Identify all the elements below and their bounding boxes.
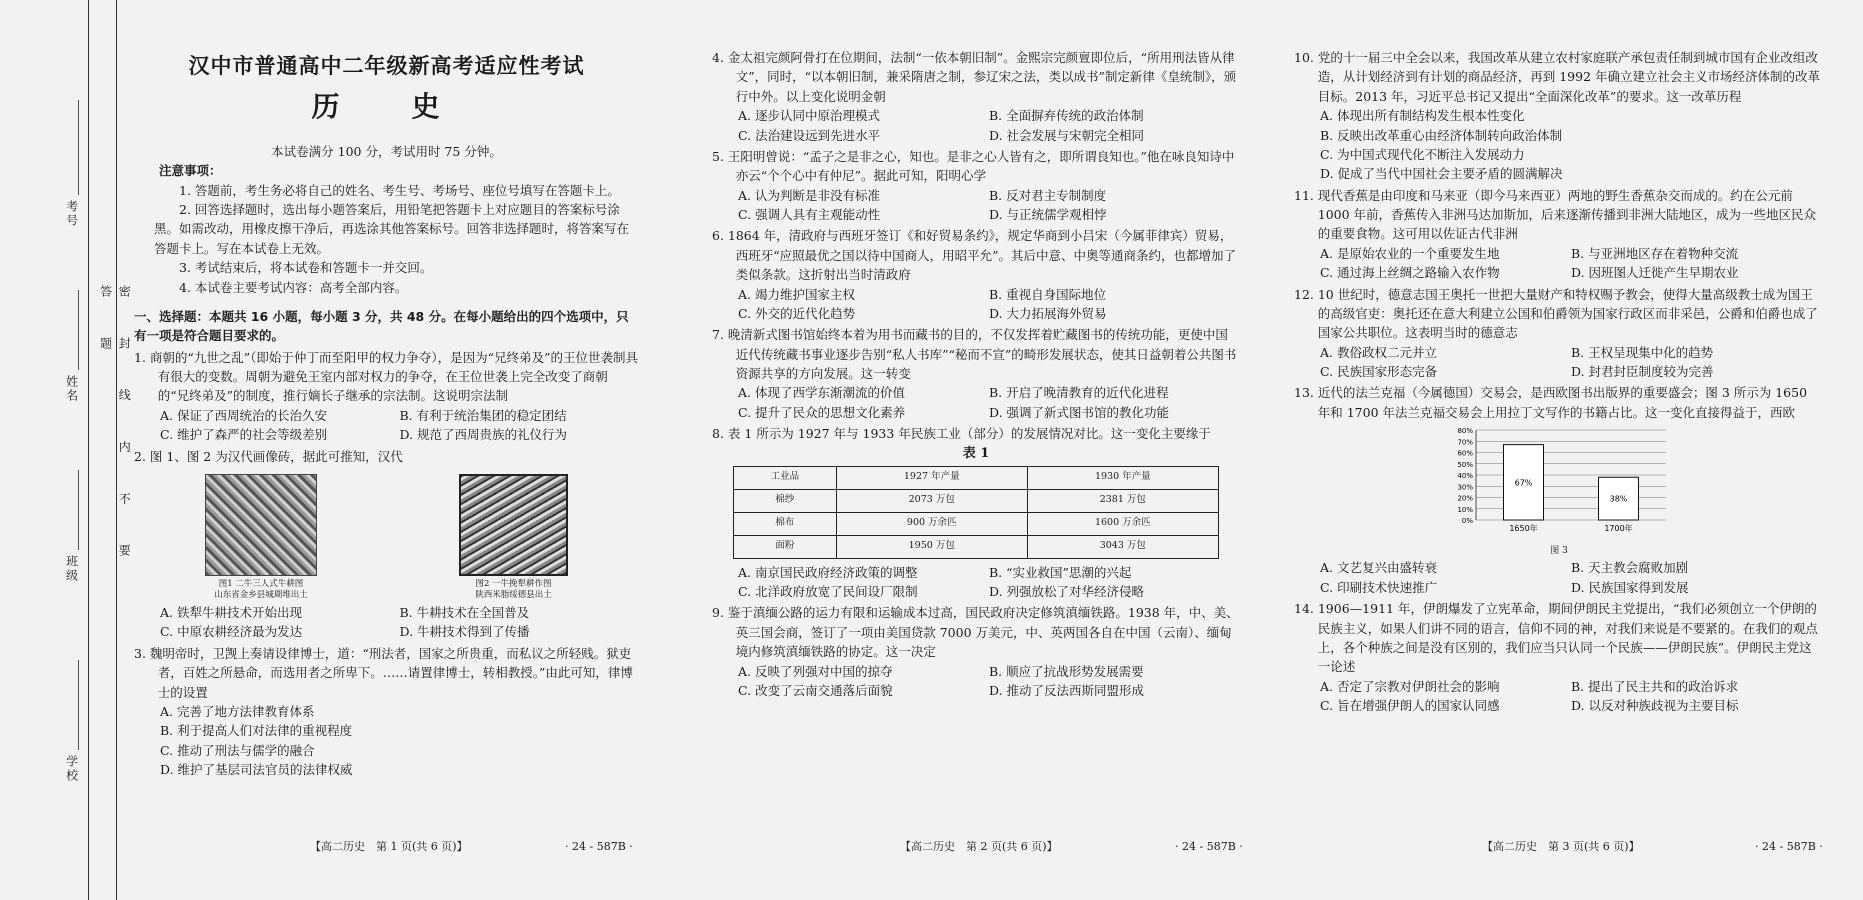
single-ox-plough-image xyxy=(459,474,568,576)
option: A. 教俗政权二元并立 xyxy=(1320,344,1437,360)
option: A. 体现了西学东渐潮流的价值 xyxy=(738,385,905,401)
option: D. 以反对种族歧视为主要目标 xyxy=(1571,698,1739,714)
option: B. 与亚洲地区存在着物种交流 xyxy=(1571,245,1739,261)
option: C. 印刷技术快速推广 xyxy=(1320,579,1438,595)
option: B. 王权呈现集中化的趋势 xyxy=(1571,344,1714,360)
option: C. 维护了森严的社会等级差别 xyxy=(160,427,328,443)
footer-page-3: 【高二历史 第 3 页(共 6 页)】 xyxy=(1482,840,1640,853)
option: A. 逐步认同中原治理模式 xyxy=(738,108,880,124)
table-cell: 900 万余匹 xyxy=(836,512,1027,535)
school-label: 学校 xyxy=(64,755,79,783)
option: D. 封君封臣制度较为完善 xyxy=(1571,364,1714,379)
y-tick-label: 60% xyxy=(1457,449,1473,458)
footer-page-2: 【高二历史 第 2 页(共 6 页)】 xyxy=(900,840,1058,853)
option: D. 维护了基层司法官员的法律权威 xyxy=(160,762,353,778)
seal-warning: 密 封 线 内 不 要 答 题 xyxy=(98,285,132,575)
data-label: 67% xyxy=(1514,478,1533,488)
page-1 xyxy=(134,42,639,779)
option: D. 推动了反法西斯同盟形成 xyxy=(989,682,1145,698)
class-label: 班级 xyxy=(64,555,79,583)
table-row xyxy=(734,535,1219,558)
option: A. 是原始农业的一个重要发生地 xyxy=(1320,245,1500,261)
figure-caption: 图2 一牛挽犁耕作图 xyxy=(475,578,552,589)
name-blank xyxy=(78,290,79,370)
option: C. 改变了云南交通落后面貌 xyxy=(738,682,893,698)
option: B. 天主教会腐败加剧 xyxy=(1571,560,1689,576)
option: C. 强调人具有主观能动性 xyxy=(738,207,881,222)
option: B. 全面摒弃传统的政治体制 xyxy=(989,108,1144,124)
table-cell: 2381 万包 xyxy=(1027,489,1218,512)
production-table xyxy=(733,466,1219,559)
bar-chart xyxy=(1444,424,1674,539)
ox-plough-relief-image xyxy=(205,474,317,576)
y-tick-label: 70% xyxy=(1457,438,1473,447)
table-header-row xyxy=(734,466,1219,489)
question-5: 5. 王阳明曾说：“孟子之是非之心，知也。是非之心人皆有之，即所谓良知也。”他在咏良知诗中亦云“个个心中有仲尼”。据此可知，阳明心学 xyxy=(712,148,1235,184)
option: B. “实业救国”思潮的兴起 xyxy=(989,564,1132,580)
table-header: 1927 年产量 xyxy=(836,466,1027,489)
option: D. 促成了当代中国社会主要矛盾的圆满解决 xyxy=(1320,166,1563,182)
option: A. 否定了宗教对伊朗社会的影响 xyxy=(1320,678,1500,694)
option: C. 推动了刑法与儒学的融合 xyxy=(160,742,315,758)
option: D. 因班图人迁徙产生早期农业 xyxy=(1571,265,1739,281)
table-cell: 2073 万包 xyxy=(836,489,1027,512)
page-3 xyxy=(1294,46,1822,715)
option: D. 规范了西周贵族的礼仪行为 xyxy=(399,427,568,443)
table-cell: 棉布 xyxy=(734,512,837,535)
option: B. 反对君主专制制度 xyxy=(989,187,1107,203)
table-header: 1930 年产量 xyxy=(1027,466,1218,489)
option: B. 反映出改革重心由经济体制转向政治体制 xyxy=(1320,127,1563,143)
option: A. 保证了西周统治的长治久安 xyxy=(160,407,327,423)
exam-no-blank xyxy=(78,100,79,195)
option: B. 开启了晚清教育的近代化进程 xyxy=(989,385,1169,401)
option: C. 中原农耕经济最为发达 xyxy=(160,624,303,640)
figure-source: 山东省金乡县城瑚堆出土 xyxy=(214,589,308,600)
option: C. 提升了民众的思想文化素养 xyxy=(738,404,906,420)
option: B. 有利于统治集团的稳定团结 xyxy=(399,407,567,423)
option: D. 牛耕技术得到了传播 xyxy=(399,624,530,640)
question-10: 10. 党的十一届三中全会以来，我国改革从建立农村家庭联产承包责任制到城市国有企业改组改造，从计划经济到有计划的商品经济，再到 1992 年确立建立社会主义市场经济体制的改革目标。2013 年，习近平总书记又提出“全面深化改革”的要求。这一改革历程 xyxy=(1294,50,1821,104)
table-cell: 棉纱 xyxy=(734,489,837,512)
option: D. 民族国家得到发展 xyxy=(1571,579,1689,595)
x-tick-label: 1650年 xyxy=(1509,524,1538,534)
figure-2 xyxy=(459,474,568,601)
table-cell: 1950 万包 xyxy=(836,535,1027,558)
option: A. 体现出所有制结构发生根本性变化 xyxy=(1320,108,1525,124)
option: C. 通过海上丝绸之路输入农作物 xyxy=(1320,265,1500,281)
page-2 xyxy=(712,46,1240,700)
y-tick-label: 0% xyxy=(1461,517,1473,526)
school-blank xyxy=(78,660,79,750)
y-tick-label: 30% xyxy=(1457,483,1473,492)
option: C. 民族国家形态完备 xyxy=(1320,364,1438,379)
option: B. 牛耕技术在全国普及 xyxy=(399,605,530,621)
footer-code: · 24 - 587B · xyxy=(1175,840,1243,853)
y-tick-label: 20% xyxy=(1457,494,1473,503)
option: B. 顺应了抗战形势发展需要 xyxy=(989,663,1144,679)
chart-caption: 图 3 xyxy=(1550,545,1568,556)
option: D. 社会发展与宋朝完全相同 xyxy=(989,127,1145,143)
notice-item: 3. 考试结束后，将本试卷和答题卡一并交回。 xyxy=(179,260,433,276)
option: C. 法治建设远到先进水平 xyxy=(738,127,881,143)
option: C. 外交的近代化趋势 xyxy=(738,305,856,321)
question-13: 13. 近代的法兰克福（今属德国）交易会，是西欧图书出版界的重要盛会；图 3 所示为 1650 年和 1700 年法兰克福交易会上用拉丁文写作的书籍占比。这一变化直接得益于，西欧 xyxy=(1294,385,1808,420)
section-heading: 一、选择题：本题共 16 小题，每小题 3 分，共 48 分。在每小题给出的四个选项中，只有一项是符合题目要求的。 xyxy=(134,308,629,344)
option: B. 重视自身国际地位 xyxy=(989,286,1107,302)
notice-item: 4. 本试卷主要考试内容：高考全部内容。 xyxy=(179,279,408,295)
y-tick-label: 50% xyxy=(1457,460,1473,469)
latin-books-chart xyxy=(1444,424,1822,558)
notice-heading: 注意事项： xyxy=(159,163,222,179)
option: A. 完善了地方法律教育体系 xyxy=(160,703,315,719)
figure-source: 陕西米脂绥德县出土 xyxy=(475,589,552,600)
option: D. 大力拓展海外贸易 xyxy=(989,305,1107,321)
question-1: 1. 商朝的“九世之乱”（即始于仲丁而至阳甲的权力争夺），是因为“兄终弟及”的王位世袭制具有很大的变数。周朝为避免王室内部对权力的争夺，在王位世袭上完全改变了商朝的“兄终弟及”的制度，推行嫡长子继承的宗法制。这说明宗法制 xyxy=(134,349,638,404)
exam-no-label: 考号 xyxy=(64,200,79,228)
option: B. 利于提高人们对法律的重视程度 xyxy=(160,723,353,739)
question-11: 11. 现代香蕉是由印度和马来亚（即今马来西亚）两地的野生香蕉杂交而成的。约在公元前 1000 年前，香蕉传入非洲马达加斯加，后来逐渐传播到非洲大陆地区，成为一些地区民众的重要食物。这可用以佐证古代非洲 xyxy=(1294,187,1817,242)
subject-title: 历 史 xyxy=(311,89,462,123)
binding-margin xyxy=(0,0,132,900)
notice-item: 2. 回答选择题时，选出每小题答案后，用铅笔把答题卡上对应题目的答案标号涂黑。如需改动，用橡皮擦干净后，再选涂其他答案标号。回答非选择题时，将答案写在答题卡上。写在本试卷上无效。 xyxy=(154,202,630,256)
option: D. 列强放松了对华经济侵略 xyxy=(989,584,1145,600)
binding-line xyxy=(88,0,89,900)
footer-code: · 24 - 587B · xyxy=(1755,840,1823,853)
table-header: 工业品 xyxy=(734,466,837,489)
option: C. 旨在增强伊朗人的国家认同感 xyxy=(1320,698,1500,714)
question-8: 8. 表 1 所示为 1927 年与 1933 年民族工业（部分）的发展情况对比。这一变化主要缘于 xyxy=(712,426,1211,442)
y-tick-label: 10% xyxy=(1457,505,1473,514)
option: D. 强调了新式图书馆的教化功能 xyxy=(989,404,1170,420)
question-12: 12. 10 世纪时，德意志国王奥托一世把大量财产和特权赐予教会，使得大量高级教士成为国王的高级官吏：奥托还在意大利建立公国和伯爵领为国家行政区而非采邑，公爵和伯爵也成了国家公共职位。这表明当时的德意志 xyxy=(1294,286,1818,341)
x-tick-label: 1700年 xyxy=(1604,524,1633,534)
option: A. 竭力维护国家主权 xyxy=(738,286,855,302)
exam-info: 本试卷满分 100 分，考试用时 75 分钟。 xyxy=(271,143,502,159)
question-2: 2. 图 1、图 2 为汉代画像砖，据此可推知，汉代 xyxy=(134,448,403,464)
name-label: 姓名 xyxy=(64,375,79,403)
figure-caption: 图1 二牛三人式牛耕图 xyxy=(218,578,304,589)
option: C. 北洋政府放宽了民间设厂限制 xyxy=(738,584,918,600)
question-7: 7. 晚清新式图书馆始终本着为用书而藏书的目的，不仅发挥着贮藏图书的传统功能，更使中国近代传统藏书事业逐步告别“私人书库”“秘而不宣”的畸形发展状态，使其日益朝着公共图书资源共享的方向发展。这一转变 xyxy=(712,327,1237,381)
question-9: 9. 鉴于滇缅公路的运力有限和运输成本过高，国民政府决定修筑滇缅铁路。1938 年，中、美、英三国会商，签订了一项由美国贷款 7000 万美元，中、英两国各自在中国（云南）、缅甸境内修筑滇缅铁路的协定。这一决定 xyxy=(712,605,1239,660)
option: B. 提出了民主共和的政治诉求 xyxy=(1571,678,1739,694)
table-cell: 1600 万余匹 xyxy=(1027,512,1218,535)
table-cell: 面粉 xyxy=(734,535,837,558)
option: D. 与正统儒学观相悖 xyxy=(989,207,1107,222)
question-3: 3. 魏明帝时，卫觊上奏请设律博士，道：“刑法者，国家之所贵重，而私议之所轻贱。狱吏者，百姓之所悬命，而选用者之所卑下。……请置律博士，转相教授。”由此可知，律博士的设置 xyxy=(134,645,633,700)
option: A. 认为判断是非没有标准 xyxy=(738,187,880,203)
footer-code: · 24 - 587B · xyxy=(565,840,633,853)
question-6: 6. 1864 年，清政府与西班牙签订《和好贸易条约》，规定华商到小吕宋（今属菲律宾）贸易，西班牙“应照最优之国以待中国商人，用昭平允”。其后中意、中奥等通商条约，也都增加了类似条款。这折射出当时清政府 xyxy=(712,228,1237,283)
question-14: 14. 1906—1911 年，伊朗爆发了立宪革命，期间伊朗民主党提出，“我们必须创立一个伊朗的民族主义，如果人们讲不同的语言，信仰不同的神，对我们来说是不要紧的。在我们的观点上，各个种族之间是没有区别的，我们应当只认同一个民族——伊朗民族”。伊朗民主党这一论述 xyxy=(1294,601,1818,675)
figure-1 xyxy=(205,474,317,601)
table-row xyxy=(734,512,1219,535)
option: A. 反映了列强对中国的掠夺 xyxy=(738,663,893,679)
figures xyxy=(134,474,639,601)
exam-title: 汉中市普通高中二年级新高考适应性考试 xyxy=(188,54,585,78)
notice-list xyxy=(134,181,639,297)
option: C. 为中国式现代化不断注入发展动力 xyxy=(1320,146,1525,162)
option: A. 南京国民政府经济政策的调整 xyxy=(738,564,918,580)
table-cell: 3043 万包 xyxy=(1027,535,1218,558)
y-tick-label: 40% xyxy=(1457,472,1473,481)
question-4: 4. 金太祖完颜阿骨打在位期间，法制“一依本朝旧制”。金熙宗完颜亶即位后，“所用刑法皆从律文”，同时，“以本朝旧制，兼采隋唐之制，参辽宋之法，类以成书”制定新律《皇统制》，颁行中外。以上变化说明金朝 xyxy=(712,50,1237,104)
option: A. 文艺复兴由盛转衰 xyxy=(1320,560,1437,576)
option: A. 铁犁牛耕技术开始出现 xyxy=(160,605,302,621)
class-blank xyxy=(78,470,79,550)
table-row xyxy=(734,489,1219,512)
data-label: 38% xyxy=(1609,494,1628,504)
y-tick-label: 80% xyxy=(1457,427,1473,436)
table-caption: 表 1 xyxy=(962,445,990,461)
notice-item: 1. 答题前，考生务必将自己的姓名、考生号、考场号、座位号填写在答题卡上。 xyxy=(179,182,620,198)
footer-page-1: 【高二历史 第 1 页(共 6 页)】 xyxy=(310,840,468,853)
